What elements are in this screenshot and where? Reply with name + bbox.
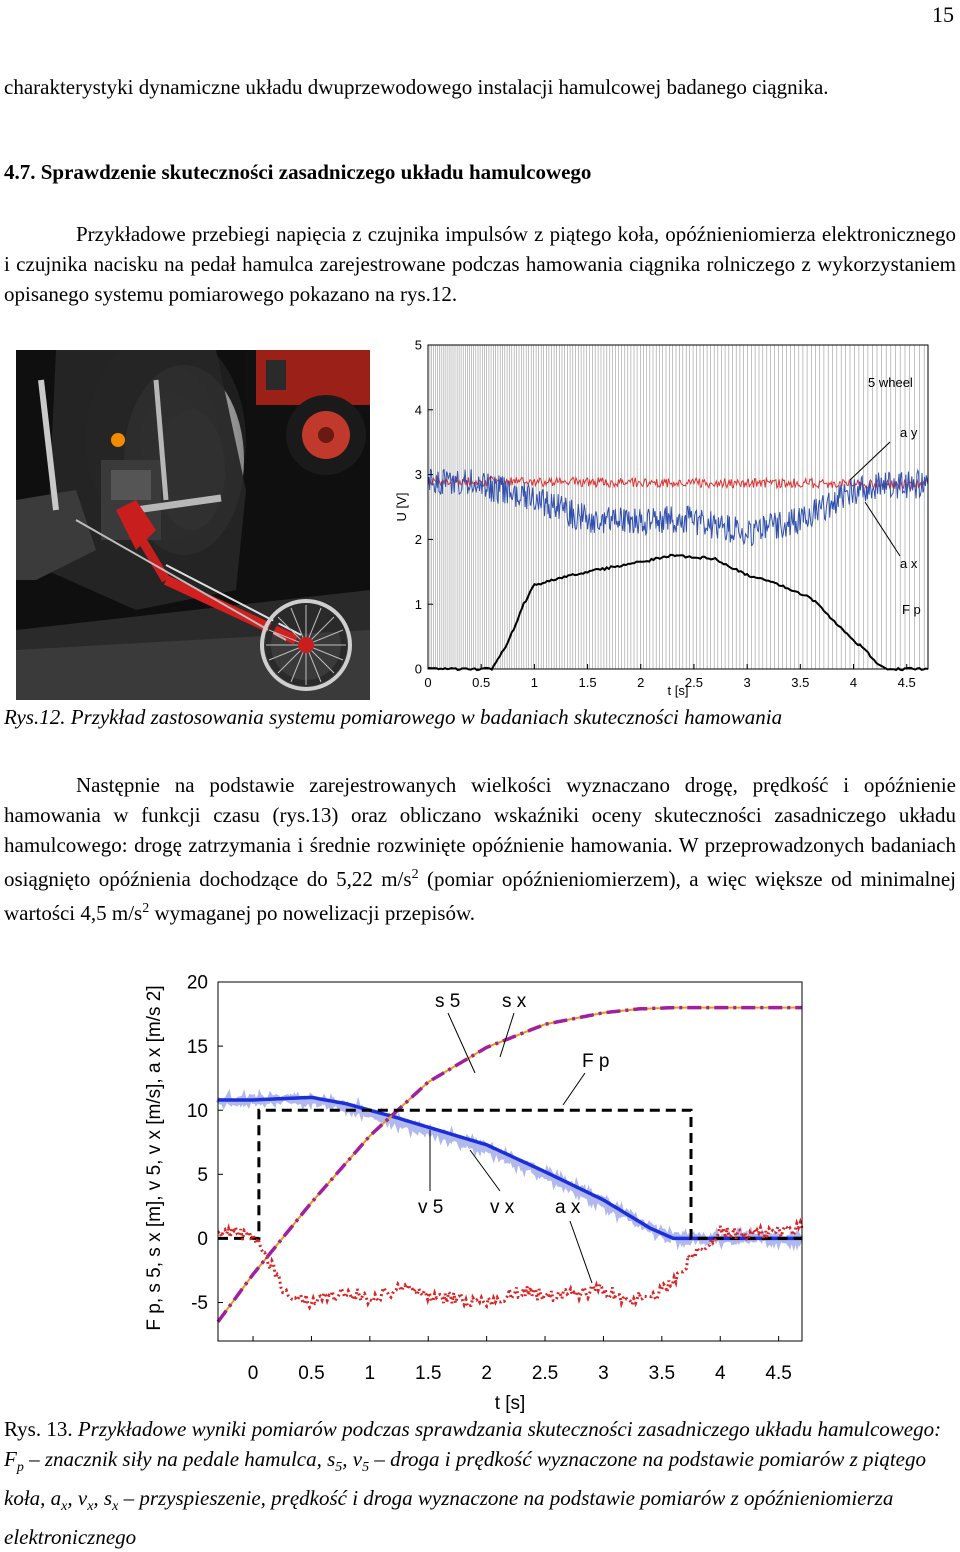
c2-leader-sx (500, 1013, 514, 1057)
c1-ylabel: U [V] (394, 492, 409, 522)
y-tick-label: 1 (414, 596, 422, 612)
chart-rys12 (380, 330, 960, 700)
c1-plot-frame (428, 345, 928, 669)
caption13-a: a (50, 1486, 62, 1511)
series-vx (218, 1096, 802, 1242)
y-tick-label: 0 (414, 661, 422, 677)
caption13-comma2: , (67, 1486, 78, 1511)
x-tick-label: 4 (714, 1363, 726, 1384)
c2-annot-vx: v x (490, 1197, 515, 1218)
caption13-t3: – droga i prędkość wyznaczone na podstawie pomiarów z piątego koła, (4, 1447, 926, 1511)
c2-leader-ax (570, 1221, 592, 1283)
x-tick-label: 4.5 (765, 1363, 792, 1384)
x-tick-label: 0 (424, 675, 432, 690)
paragraph-description: Przykładowe przebiegi napięcia z czujnika impulsów z piątego koła, opóźnieniomierza elektronicznego i czujnika nacisku na pedał hamulca zarejestrowane podczas hamowania ciągnika rolniczego z wykorzystaniem opisanego systemu pomiarowego pokazano na rys.12. (4, 222, 956, 306)
series-Fp (218, 1110, 802, 1238)
x-tick-label: 0.5 (472, 675, 491, 690)
x-tick-label: 0 (247, 1363, 259, 1384)
tractor-fifth-wheel-photo (16, 350, 370, 700)
c1-annot-ay: a y (900, 425, 918, 440)
caption13-v: v (352, 1447, 363, 1471)
y-tick-label: 15 (186, 1036, 208, 1058)
results-text-b: (pomiar opóźnieniomierzem), a więc większe od minimalnej wartości 4,5 m/s (4, 867, 957, 925)
caption13-lead: Rys. 13. (4, 1417, 73, 1441)
y-tick-label: 5 (197, 1164, 208, 1186)
c2-ylabel: F p, s 5, s x [m], v 5, v x [m/s], a x [m/s 2] (144, 985, 165, 1331)
series-sx (218, 1008, 802, 1322)
x-tick-label: 3 (743, 675, 751, 690)
paragraph-intro: charakterystyki dynamiczne układu dwuprzewodowego instalacji hamulcowej badanego ciągnika. (4, 75, 829, 99)
x-tick-label: 1.5 (578, 675, 597, 690)
c1-series (428, 469, 928, 670)
y-tick-label: 4 (414, 402, 422, 418)
caption13-fp-sub: p (16, 1460, 24, 1476)
c1-annot-ax: a x (900, 556, 918, 571)
x-tick-label: 2.5 (684, 675, 703, 690)
c1-leader-ay (850, 442, 890, 480)
c2-series (218, 1008, 802, 1322)
caption13-s: s (327, 1447, 336, 1471)
y-tick-label: -5 (191, 1293, 208, 1315)
c2-xlabel: t [s] (494, 1393, 526, 1414)
x-tick-label: 4 (849, 675, 858, 690)
results-sup-2: 2 (142, 901, 150, 916)
paragraph-results (4, 770, 956, 928)
caption13-a-sub: x (61, 1499, 68, 1515)
c2-annot-s5: s 5 (435, 991, 461, 1012)
chart-rys13 (130, 965, 830, 1415)
caption13-fp: F (4, 1447, 17, 1471)
x-tick-label: 3.5 (791, 675, 810, 690)
results-sup-1: 2 (411, 867, 419, 882)
y-tick-label: 0 (197, 1229, 208, 1251)
x-tick-label: 4.5 (897, 675, 916, 690)
c1-leader-ax (865, 502, 900, 556)
c1-yticks (415, 338, 433, 677)
caption13-t4: – przyspieszenie, prędkość i droga wyznaczone na podstawie pomiarów z opóźnieniomierza elektronicznego (4, 1486, 894, 1550)
caption13-t1: Przykładowe wyniki pomiarów podczas sprawdzania skuteczności zasadniczego układu hamulcowego: (72, 1417, 942, 1441)
results-text-c: wymaganej po nowelizacji przepisów. (149, 901, 476, 925)
results-text-a: Następnie na podstawie zarejestrowanych wielkości wyznaczano drogę, prędkość i opóźnienie hamowania w funkcji czasu (rys.13) oraz obliczano wskaźniki oceny skuteczności zasadniczego układu hamulcowego: drogę zatrzymania i średnie rozwinięte opóźnienie hamowania. W przeprowadzonych badaniach osiągnięto opóźnienia dochodzące do 5,22 m/s (4, 773, 956, 891)
y-tick-label: 10 (186, 1100, 208, 1122)
caption13-comma1: , (342, 1447, 353, 1471)
x-tick-label: 3.5 (648, 1363, 676, 1384)
section-heading: 4.7. Sprawdzenie skuteczności zasadniczego układu hamulcowego (4, 160, 592, 184)
x-tick-label: 0.5 (298, 1363, 325, 1384)
c1-grid (428, 345, 924, 669)
y-tick-label: 3 (414, 467, 422, 483)
caption13-s-sub: 5 (335, 1460, 343, 1476)
caption-rys12: Rys.12. Przykład zastosowania systemu pomiarowego w badaniach skuteczności hamowania (4, 705, 783, 729)
c1-annot-fp: F p (902, 602, 921, 617)
c1-annot-5wheel: 5 wheel (868, 375, 913, 390)
y-tick-label: 5 (414, 337, 422, 353)
x-tick-label: 2 (637, 675, 645, 690)
series-s5 (218, 1008, 802, 1322)
caption13-v-sub: 5 (362, 1460, 370, 1476)
x-tick-label: 2.5 (531, 1363, 559, 1384)
c1-xlabel: t [s] (667, 683, 689, 698)
c2-xticks (248, 1336, 792, 1384)
caption13-comma3: , (93, 1486, 104, 1511)
page-number: 15 (932, 2, 954, 27)
caption-rys13 (4, 1414, 954, 1552)
caption13-t2: – znacznik siły na pedale hamulca, (23, 1447, 328, 1471)
x-tick-label: 2 (481, 1363, 492, 1384)
c2-annot-v5: v 5 (418, 1197, 444, 1218)
caption13-sx: s (103, 1486, 113, 1511)
y-tick-label: 2 (414, 531, 422, 547)
series-ax (428, 469, 928, 545)
x-tick-label: 1 (364, 1363, 376, 1384)
caption13-vx-sub: x (87, 1499, 94, 1515)
x-tick-label: 1 (530, 675, 539, 690)
c2-annot-fp: F p (582, 1051, 610, 1072)
x-tick-label: 3 (598, 1363, 609, 1384)
photo-drawing (16, 350, 370, 700)
y-tick-label: 20 (186, 972, 208, 994)
c2-annot-ax: a x (555, 1197, 581, 1218)
series-5wheel (428, 345, 924, 669)
c2-annot-sx: s x (502, 991, 527, 1012)
caption13-vx: v (77, 1486, 88, 1511)
x-tick-label: 1.5 (415, 1363, 442, 1384)
caption13-sx-sub: x (112, 1499, 119, 1515)
series-fp (428, 555, 928, 670)
c2-leader-fp (563, 1073, 585, 1105)
